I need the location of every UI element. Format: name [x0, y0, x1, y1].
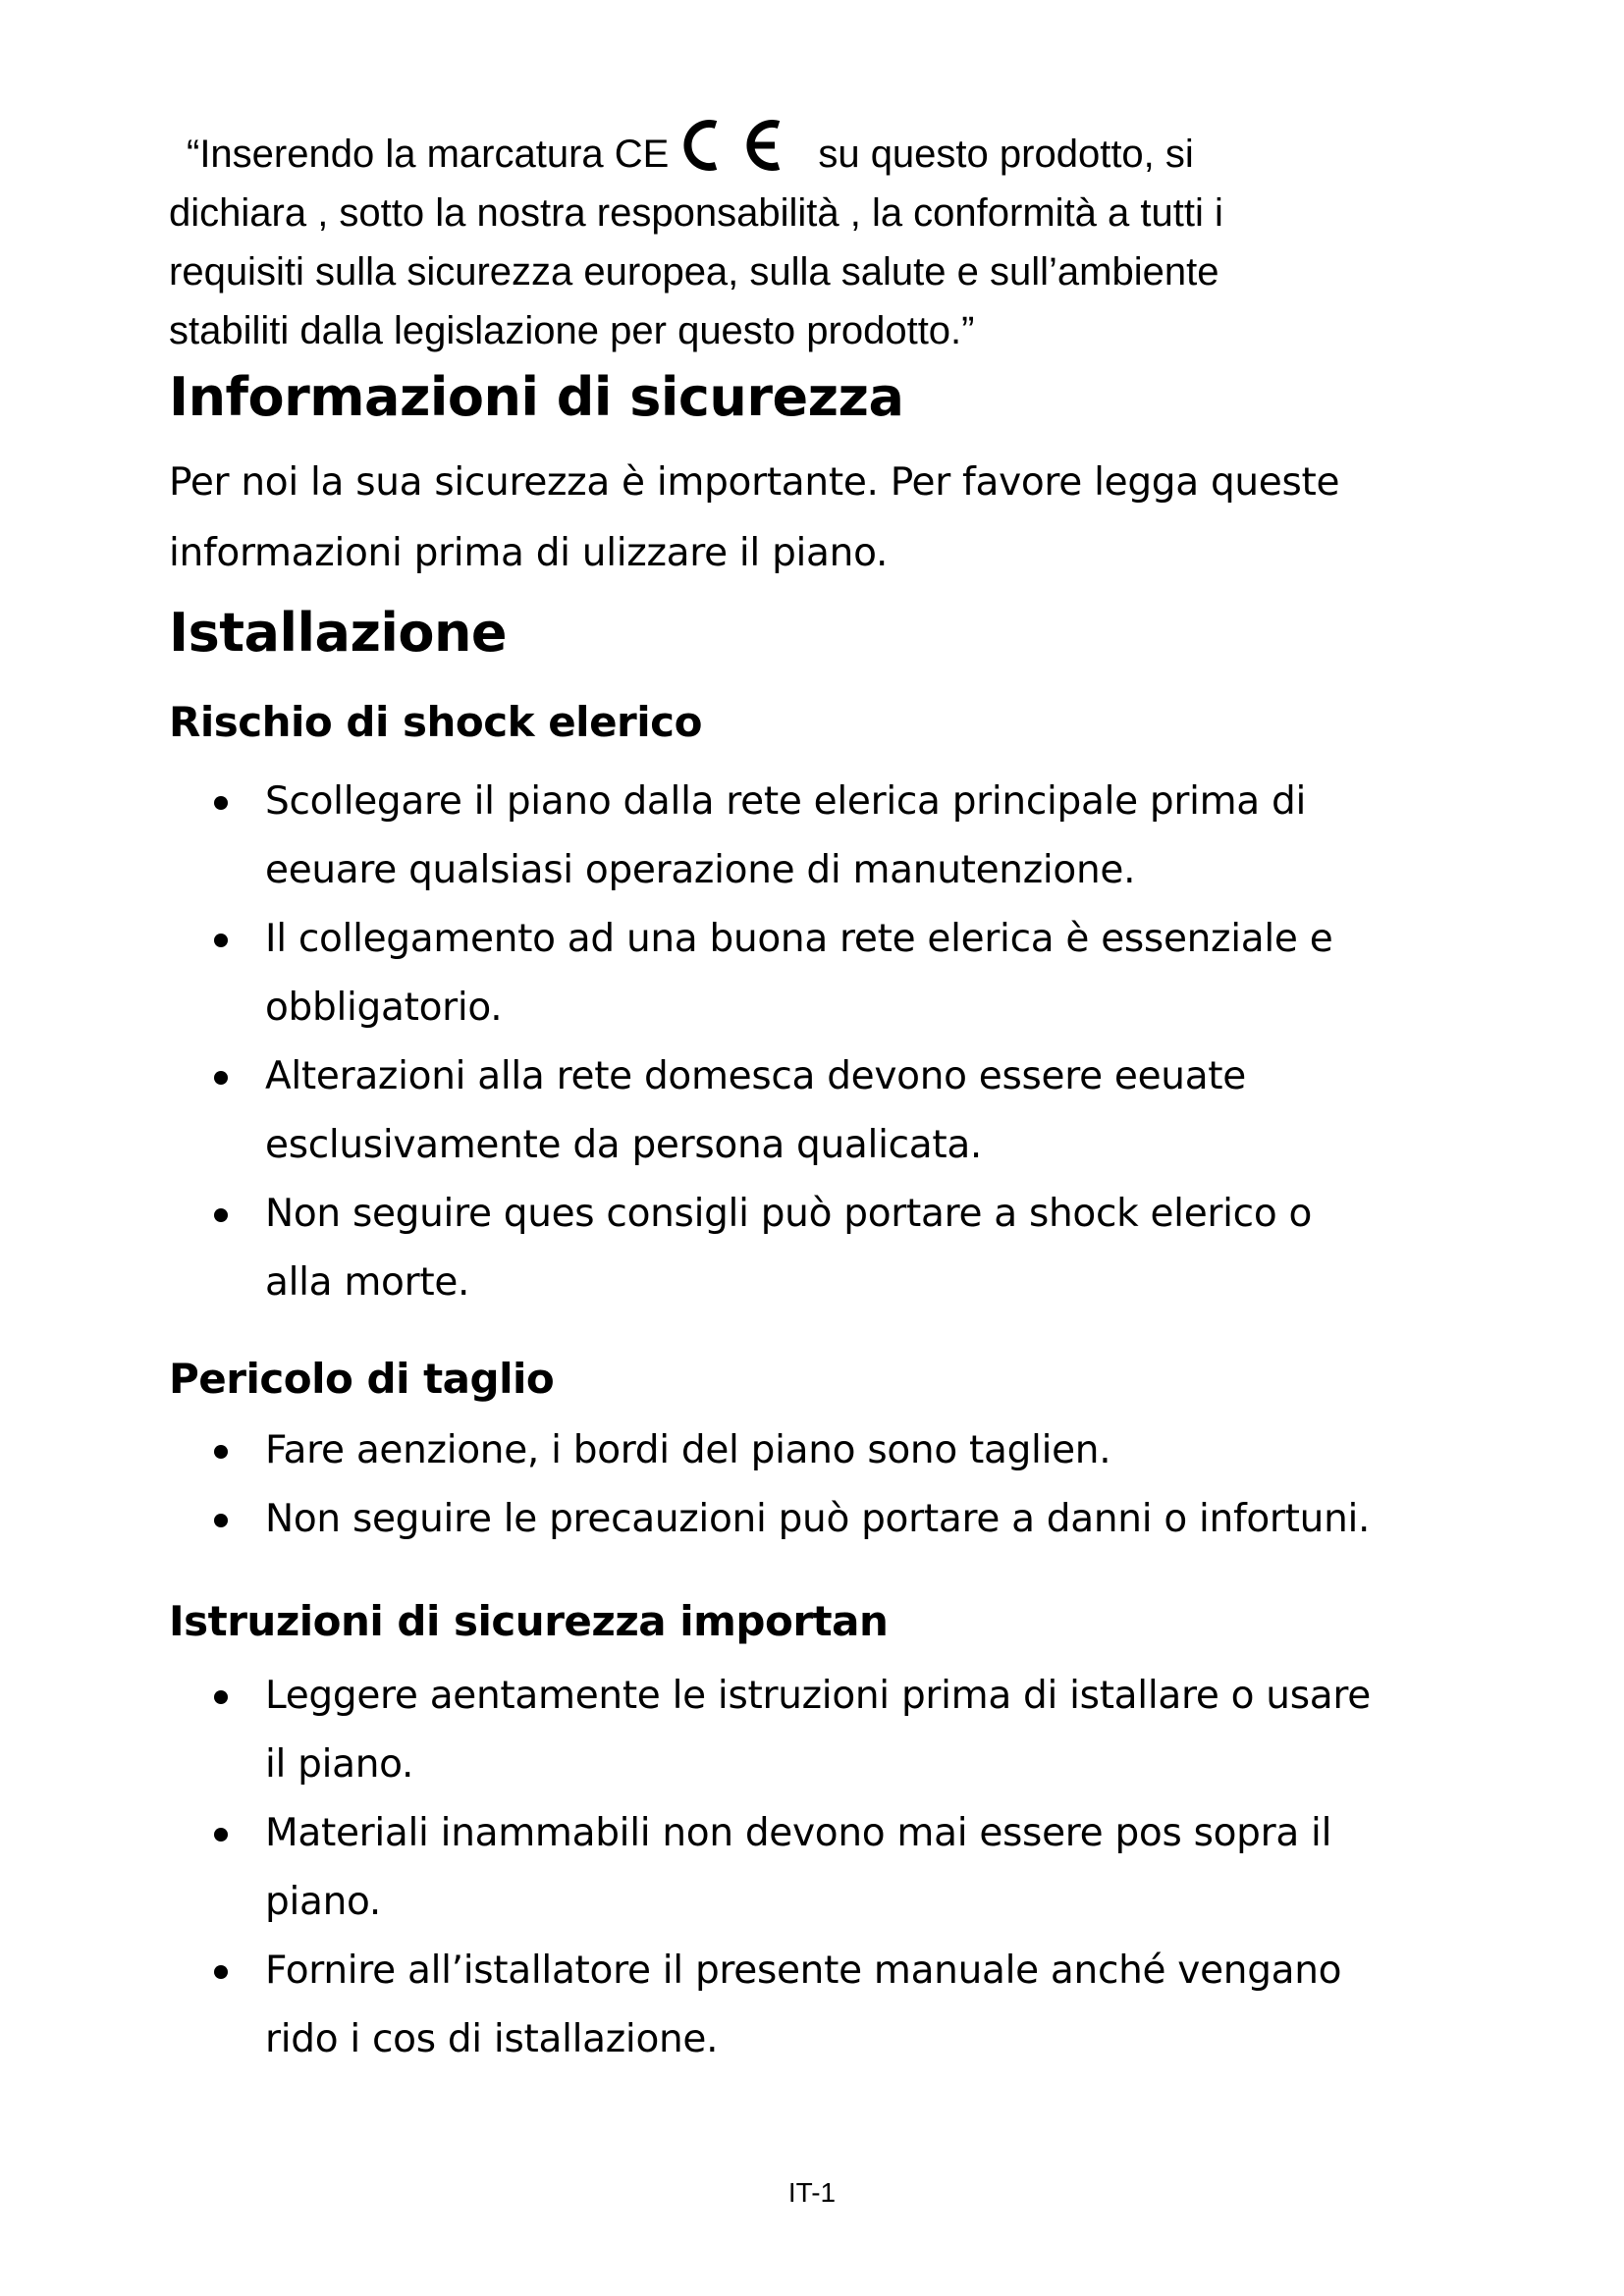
list-item-text: alla morte.	[265, 1260, 470, 1305]
ce-declaration	[169, 120, 1475, 360]
shock-risk-heading: Rischio di shock elerico	[169, 698, 702, 746]
list-item-text: eeuare qualsiasi operazione di manutenzione.	[265, 848, 1136, 892]
list-item	[169, 1485, 1485, 1554]
bullet-icon	[214, 1690, 228, 1704]
list-item-text: Non seguire le precauzioni può portare a danni o infortuni.	[265, 1497, 1371, 1541]
list-item-text: il piano.	[265, 1742, 414, 1787]
ce-declaration-text-after-mark: su questo prodotto, si	[818, 133, 1194, 176]
list-item	[169, 1799, 1485, 1937]
important-instructions-list	[169, 1662, 1485, 2074]
list-item-text: Fare aenzione, i bordi del piano sono taglien.	[265, 1428, 1111, 1472]
bullet-icon	[214, 1445, 228, 1459]
list-item-text: Scollegare il piano dalla rete elerica principale prima di	[265, 779, 1306, 824]
bullet-icon	[214, 1965, 228, 1979]
list-item-text: obbligatorio.	[265, 986, 503, 1030]
ce-declaration-line-4: stabiliti dalla legislazione per questo prodotto.”	[169, 309, 975, 352]
list-item	[169, 905, 1485, 1042]
safety-info-line: Per noi la sua sicurezza è importante. Per favore legga queste	[169, 460, 1340, 505]
list-item-text: Leggere aentamente le istruzioni prima di istallare o usare	[265, 1674, 1371, 1718]
cut-hazard-list	[169, 1416, 1485, 1554]
list-item-text: Fornire all’istallatore il presente manuale anché vengano	[265, 1949, 1342, 1993]
list-item	[169, 768, 1485, 905]
list-item	[169, 1042, 1485, 1180]
list-item-text: Non seguire ques consigli può portare a shock elerico o	[265, 1192, 1313, 1236]
safety-info-line: informazioni prima di ulizzare il piano.	[169, 531, 889, 575]
bullet-icon	[214, 796, 228, 810]
page-number: IT-1	[787, 2177, 837, 2208]
list-item	[169, 1662, 1485, 1799]
important-instructions-heading: Istruzioni di sicurezza importan	[169, 1597, 889, 1645]
list-item-text: Materiali inammabili non devono mai essere pos sopra il	[265, 1811, 1332, 1855]
installation-heading: Istallazione	[169, 602, 508, 664]
list-item-text: piano.	[265, 1880, 381, 1924]
ce-declaration-text-before-mark: “Inserendo la marcatura CE	[187, 133, 670, 176]
cut-hazard-heading: Pericolo di taglio	[169, 1355, 555, 1403]
list-item	[169, 1180, 1485, 1317]
bullet-icon	[214, 1828, 228, 1842]
safety-info-paragraph	[169, 448, 1485, 589]
list-item-text: Alterazioni alla rete domesca devono essere eeuate	[265, 1054, 1246, 1098]
ce-declaration-line-2: dichiara , sotto la nostra responsabilità , la conformità a tutti i	[169, 191, 1223, 235]
list-item-text: rido i cos di istallazione.	[265, 2017, 719, 2061]
ce-mark-logo	[677, 120, 792, 171]
list-item-text: Il collegamento ad una buona rete elerica è essenziale e	[265, 917, 1333, 961]
bullet-icon	[214, 934, 228, 947]
list-item	[169, 1937, 1485, 2074]
shock-risk-list	[169, 768, 1485, 1317]
bullet-icon	[214, 1208, 228, 1222]
ce-declaration-line-3: requisiti sulla sicurezza europea, sulla salute e sull’ambiente	[169, 250, 1219, 294]
list-item-text: esclusivamente da persona qualicata.	[265, 1123, 983, 1167]
bullet-icon	[214, 1514, 228, 1527]
list-item	[169, 1416, 1485, 1485]
ce-declaration-line-1	[169, 120, 1475, 184]
safety-info-heading: Informazioni di sicurezza	[169, 366, 904, 428]
bullet-icon	[214, 1071, 228, 1085]
